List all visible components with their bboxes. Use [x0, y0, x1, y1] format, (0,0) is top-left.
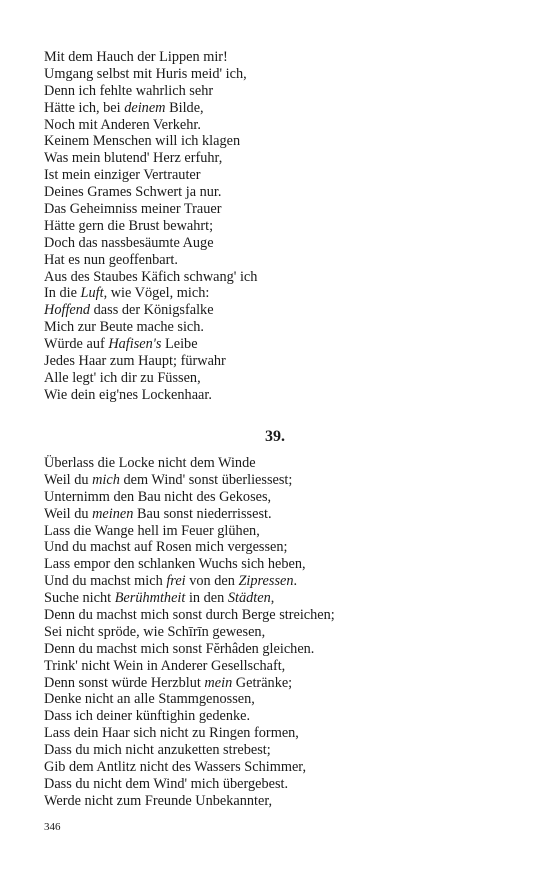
verse-line [44, 742, 514, 759]
verse-text: Weil du [44, 471, 93, 488]
verse-text: Aus des Staubes Käfich schwang' ich [44, 268, 258, 285]
verse-line [44, 489, 514, 506]
verse-line [44, 725, 514, 742]
poem-stanza [44, 455, 514, 810]
verse-text: . [293, 573, 298, 590]
verse-line [44, 675, 514, 692]
verse-text: Trink' nicht Wein in Anderer Gesellschaft, [44, 657, 286, 674]
verse-line [44, 590, 514, 607]
verse-line [44, 336, 514, 353]
verse-text: Ist mein einziger Vertrauter [44, 167, 201, 184]
verse-text: Überlass die Locke nicht dem Winde [44, 455, 256, 471]
verse-text: Umgang selbst mit Huris meid' ich, [44, 65, 247, 82]
verse-text: Wie dein eig'nes Lockenhaar. [44, 386, 212, 403]
verse-text: Mich zur Beute mache sich. [44, 319, 204, 336]
verse-text: von den [185, 573, 239, 590]
verse-text: Mit dem Hauch der Lippen mir! [44, 49, 228, 65]
verse-text: Lass die Wange hell im Feuer glühen, [44, 522, 260, 539]
verse-line [44, 573, 514, 590]
verse-text: Leibe [161, 336, 198, 353]
emphasized-text: mein [204, 674, 233, 691]
verse-line [44, 776, 514, 793]
verse-text: Keinem Menschen will ich klagen [44, 133, 241, 150]
verse-line [44, 66, 514, 83]
verse-line [44, 83, 514, 100]
emphasized-text: meinen [92, 505, 134, 522]
verse-line [44, 218, 514, 235]
verse-text: Jedes Haar zum Haupt; fürwahr [44, 353, 226, 370]
verse-text: Alle legt' ich dir zu Füssen, [44, 369, 201, 386]
verse-text: Lass dein Haar sich nicht zu Ringen formen, [44, 725, 299, 742]
verse-text: Bau sonst niederrissest. [133, 505, 272, 522]
verse-text: Noch mit Anderen Verkehr. [44, 116, 201, 133]
verse-text: In die [44, 285, 81, 302]
verse-text: Getränke; [232, 674, 293, 691]
verse-line [44, 641, 514, 658]
verse-text: Würde auf [44, 336, 109, 353]
verse-line [44, 691, 514, 708]
verse-text: Denn du machst mich sonst Fĕrhâden gleichen. [44, 640, 315, 657]
verse-text: Bilde, [165, 99, 204, 116]
verse-text: Werde nicht zum Freunde Unbekannter, [44, 792, 273, 809]
poem-number: 39. [265, 428, 285, 445]
verse-text: Lass empor den schlanken Wuchs sich heben, [44, 556, 306, 573]
verse-text: Und du machst auf Rosen mich vergessen; [44, 539, 288, 556]
verse-text: Hätte gern die Brust bewahrt; [44, 217, 214, 234]
emphasized-text: Berühmtheit [114, 590, 186, 607]
verse-text: dem Wind' sonst überliessest; [119, 471, 293, 488]
verse-text: Dass du mich nicht anzuketten strebest; [44, 742, 271, 759]
emphasized-text: mich [92, 471, 120, 488]
verse-text: Suche nicht [44, 590, 115, 607]
verse-line [44, 658, 514, 675]
verse-line [44, 184, 514, 201]
emphasized-text: deinem [124, 99, 166, 116]
verse-line [44, 523, 514, 540]
emphasized-text: frei [166, 573, 186, 590]
verse-line [44, 201, 514, 218]
verse-line [44, 235, 514, 252]
poem-stanza-continued [44, 49, 514, 404]
verse-text: Deines Grames Schwert ja nur. [44, 184, 222, 201]
verse-line [44, 150, 514, 167]
emphasized-text: Städten [227, 590, 271, 607]
verse-text: Dass ich deiner künftighin gedenke. [44, 708, 251, 725]
verse-line [44, 117, 514, 134]
verse-text: Gib dem Antlitz nicht des Wassers Schimmer, [44, 759, 307, 776]
verse-line [44, 472, 514, 489]
verse-line [44, 455, 514, 472]
verse-text: Und du machst mich [44, 573, 167, 590]
verse-line [44, 133, 514, 150]
verse-line [44, 387, 514, 404]
verse-line [44, 100, 514, 117]
verse-line [44, 793, 514, 810]
verse-text: Unternimm den Bau nicht des Gekoses, [44, 488, 272, 505]
verse-line [44, 506, 514, 523]
verse-text: Hat es nun geoffenbart. [44, 251, 178, 268]
verse-line [44, 607, 514, 624]
verse-line [44, 269, 514, 286]
verse-text: dass der Königsfalke [90, 302, 214, 319]
verse-line [44, 624, 514, 641]
verse-text: Das Geheimniss meiner Trauer [44, 201, 222, 218]
verse-line [44, 759, 514, 776]
verse-line [44, 319, 514, 336]
verse-text: Was mein blutend' Herz erfuhr, [44, 150, 223, 167]
verse-line [44, 167, 514, 184]
verse-line [44, 353, 514, 370]
verse-text: , [270, 590, 275, 607]
verse-text: Weil du [44, 505, 93, 522]
verse-text: Doch das nassbesäumte Auge [44, 234, 214, 251]
emphasized-text: Zipressen [238, 573, 294, 590]
verse-text: Denn du machst mich sonst durch Berge streichen; [44, 607, 335, 624]
verse-text: in den [185, 590, 228, 607]
emphasized-text: Hafisen's [108, 336, 162, 353]
emphasized-text: Hoffend [44, 302, 91, 319]
verse-line [44, 285, 514, 302]
verse-line [44, 302, 514, 319]
verse-text: Hätte ich, bei [44, 99, 125, 116]
emphasized-text: Luft [80, 285, 104, 302]
page-number: 346 [44, 821, 61, 833]
verse-line [44, 49, 514, 66]
verse-line [44, 252, 514, 269]
verse-line [44, 370, 514, 387]
verse-text: , wie Vögel, mich: [103, 285, 210, 302]
verse-line [44, 708, 514, 725]
verse-text: Denn ich fehlte wahrlich sehr [44, 82, 214, 99]
verse-text: Denn sonst würde Herzblut [44, 674, 205, 691]
verse-text: Dass du nicht dem Wind' mich übergebest. [44, 775, 289, 792]
verse-line [44, 539, 514, 556]
verse-text: Sei nicht spröde, wie Schīrīn gewesen, [44, 623, 266, 640]
verse-line [44, 556, 514, 573]
verse-text: Denke nicht an alle Stammgenossen, [44, 691, 255, 708]
